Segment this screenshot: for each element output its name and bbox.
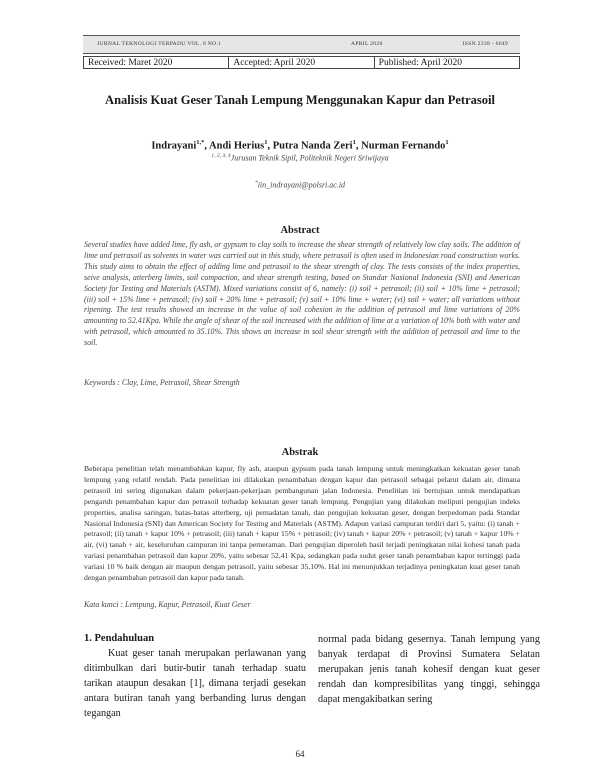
keywords-en: Keywords : Clay, Lime, Petrasoil, Shear Strength (84, 378, 240, 387)
body-paragraph: Kuat geser tanah merupakan perlawanan yang ditimbulkan dari butir-butir tanah terhadap suatu tarikan ataupun desakan [1], dimana terjadi gesekan antara butiran tanah yang berbanding lurus dengan tegangan (84, 648, 306, 719)
abstract-text: Several studies have added lime, fly ash, or gypsum to clay soils to increase the shear strength of relatively low clay soils. The addition of lime and petrasoil as solvents in water was carried out in this study, where petrasoil is often used in Indonesian road construction works. This study aims to obtain the effect of adding lime and petrasoil to the shear strength of clay. The tests consists of the index properties, seive analysis, atterberg limits, soil compaction, and shear strength testing, based on Standar Nasional Indonesia (SNI) and American Society for Testing and Materials (ASTM). Mixed variations consist of 6, namely: (i) soil + petrasoil; (ii) soil + 10% lime + petrasoil; (iii) soil + 15% lime + petrasoil; (iv) soil + 20% lime + petrasoil; (v) soil + 10% lime + water; (vi) soil + water; all variations without ripening. The test results showed an increase in the value of soil cohesion in the addition of petrasoil and lime variations of 20% amounting to 52.41Kpa. While the angle of shear of the soil increased with the addition of lime at a variation of 10% both with water and with petrasoil, which amounted to 35.10%. This shows an increase in soil shear strength with the addition of petrasoil and lime to the soil. (84, 240, 520, 348)
body-paragraph-continued: normal pada bidang gesernya. Tanah lempung yang banyak terdapat di Provinsi Sumatera Selatan merupakan jenis tanah kohesif dengan kuat geser rendah dan kompresibilitas yang tinggi, sehingga dapat mengakibatkan sering (318, 634, 540, 705)
author-sup: 1 (445, 139, 449, 146)
paper-title: Analisis Kuat Geser Tanah Lempung Menggunakan Kapur dan Petrasoil (105, 93, 495, 107)
page-number: 64 (295, 749, 305, 759)
author-sup: 1,* (196, 139, 205, 146)
abstrak-heading: Abstrak (281, 447, 319, 458)
issn: ISSN 2338 - 6649 (462, 41, 508, 47)
section-heading: 1. Pendahuluan (84, 633, 155, 644)
affiliation (0, 153, 600, 163)
issue-date: APRIL 2020 (351, 41, 383, 47)
author-sup: 1 (352, 139, 356, 146)
journal-header (83, 35, 520, 54)
body-column-right (318, 632, 540, 707)
affiliation-text: Jurusan Teknik Sipil, Politeknik Negeri Sriwijaya (230, 153, 389, 163)
accepted-date: Accepted: April 2020 (229, 57, 374, 68)
author-name: Indrayani (151, 140, 197, 152)
abstract-heading: Abstract (280, 225, 320, 236)
abstrak-text: Beberapa penelitian telah menambahkan kapur, fly ash, ataupun gypsum pada tanah lempung untuk meningkatkan kekuatan geser tanah lempung yang relatif rendah. Pada penelitian ini dilakukan penambahan dengan kapur dan petrasoil sebagai pelarut dalam air, dimana petrasoil ini sering digunakan dalam pekerjaan-pekerjaan pembangunan jalan Indonesia. Penelitian ini bertujuan untuk mendapatkan pengaruh penambahan kapur dan petrasoil terhadap kekuatan geser tanah lempung. Pengujian yang dilakukan meliputi pengujian indeks properties, analisa saringan, batas-batas atterberg, uji pemadatan tanah, dan pengujian kekuatan geser, dengan berpedoman pada Standar Nasional Indonesia (SNI) dan American Society for Testing and Materials (ASTM). Adapun variasi campuran terdiri dari 5, yaitu: (i) tanah + petrasoil; (ii) tanah + kapur 10% + petrasoil; (iii) tanah + kapur 15% + petrasoil; (iv) tanah + kapur 20% + petrasoil; (v) tanah + kapur 10% + air, (vi) tanah + air, keseluruhan campuran ini tanpa pemeraman. Dari pengujian diperoleh hasil terjadi peningkatan nilai kohesi tanah pada variasi penambahan petrasoil dan kapur 20%, yaitu sebesar 52,41 Kpa, sedangkan pada sudut geser tanah penambahan kapur tertinggi pada variasi 10 % baik dengan air maupun dengan petrasoil, yaitu sebesar 35,10%. Hal ini menunjukkan terjadinya peningkatan kuat geser tanah dengan penambahan petrasoil dan kapur pada tanah. (84, 464, 520, 583)
body-column-left (84, 632, 306, 721)
author-name: Nurman Fernando (361, 140, 446, 152)
journal-name: JURNAL TEKNOLOGI TERPADU VOL. 8 NO.1 (97, 41, 222, 47)
email (0, 180, 600, 190)
email-address[interactable]: iin_indrayani@polsri.ac.id (257, 180, 346, 190)
published-date: Published: April 2020 (378, 58, 463, 68)
author-name: Putra Nanda Zeri (272, 140, 353, 152)
email-sup: * (254, 180, 258, 186)
received-date: Received: Maret 2020 (84, 57, 229, 68)
affiliation-sup: 1, 2, 3, 4 (211, 153, 231, 159)
author-list: Indrayani$^{1,*}$, Andi Herius$^1$, Putra Nanda Zeri$^1$, Nurman Fernando$^1$ (151, 139, 449, 152)
author-name: Andi Herius (209, 140, 265, 152)
keywords-id: Kata kunci : Lempung, Kapur, Petrasoil, Kuat Geser (84, 600, 251, 609)
submission-dates (83, 56, 520, 69)
author-sup: 1 (264, 139, 268, 146)
